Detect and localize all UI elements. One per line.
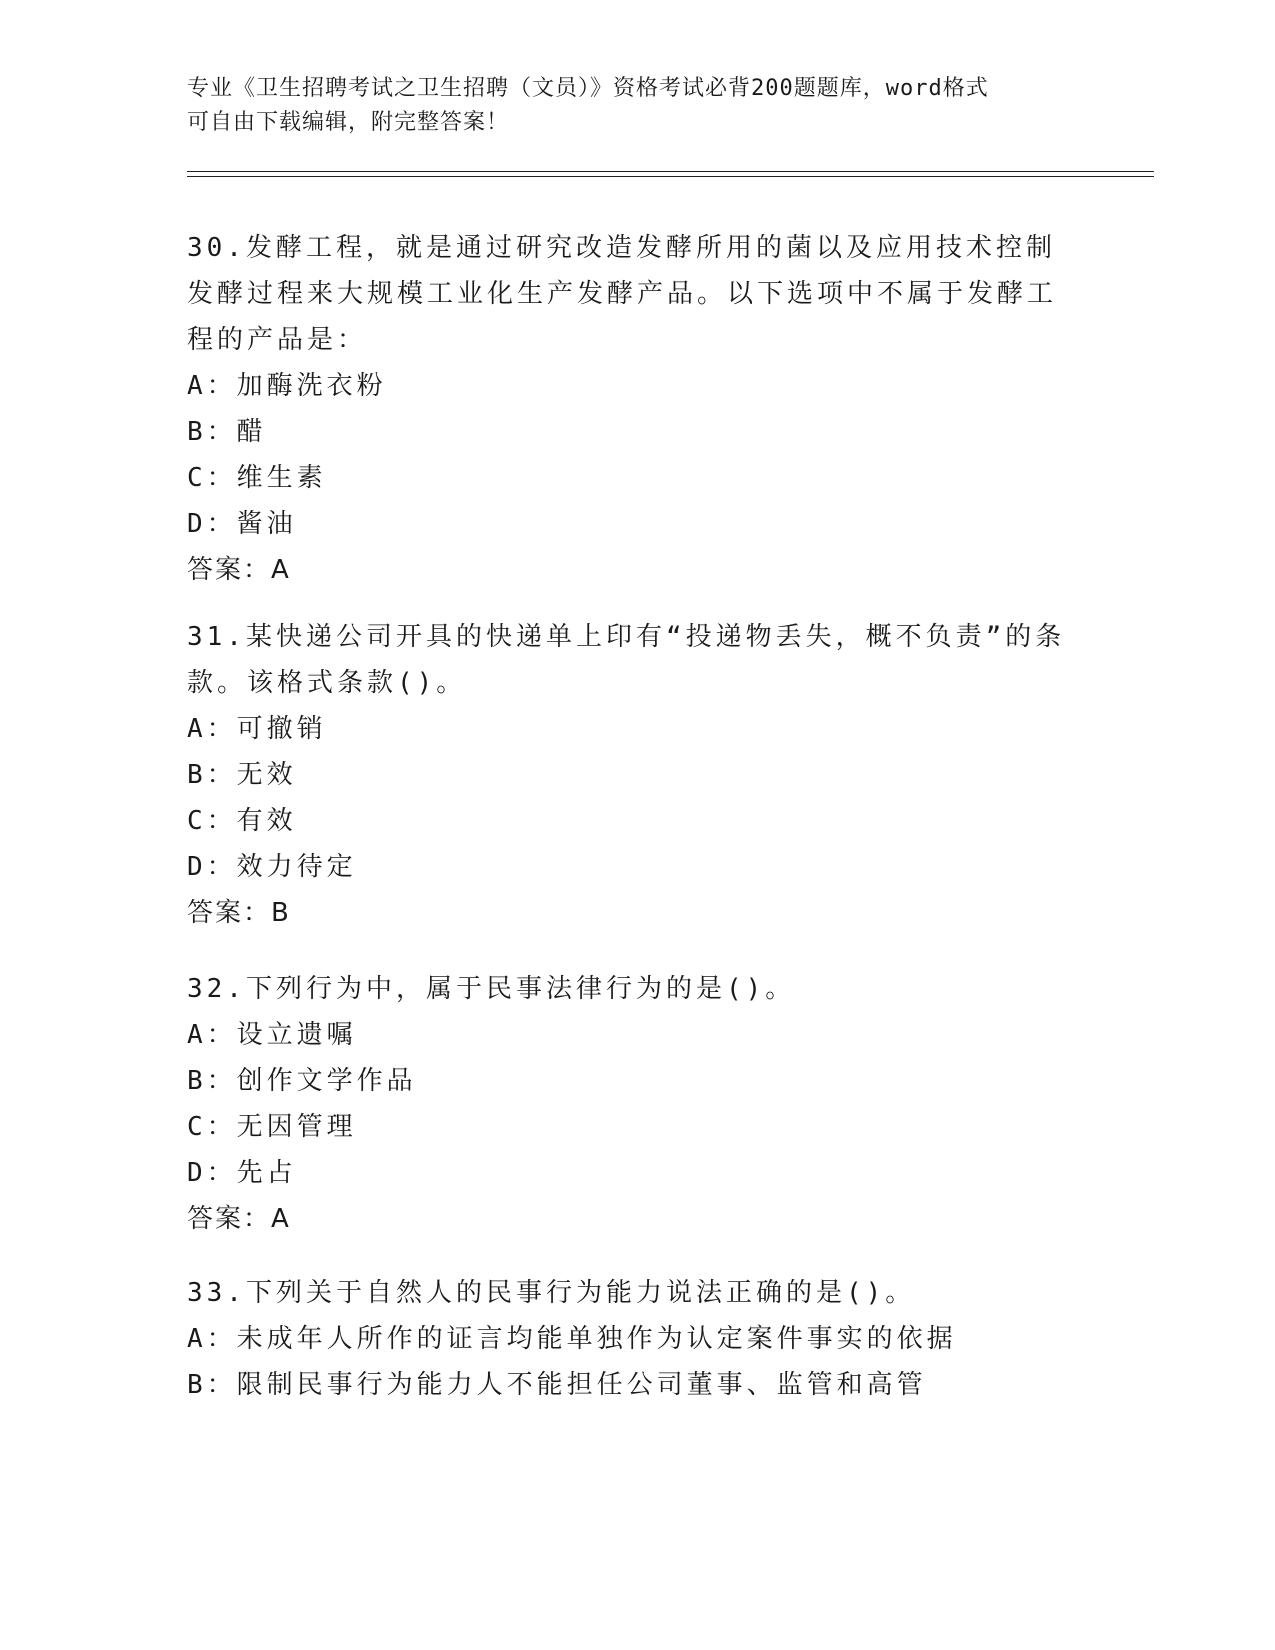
answer: 答案：A bbox=[187, 1204, 291, 1234]
option-a: A：加酶洗衣粉 bbox=[187, 371, 387, 401]
question-stem: 31.某快递公司开具的快递单上印有“投递物丢失，概不负责”的条款。该格式条款()。 bbox=[187, 622, 1066, 698]
option-d: D：先占 bbox=[187, 1158, 297, 1188]
option-b: B：创作文学作品 bbox=[187, 1066, 417, 1096]
option-c: C：无因管理 bbox=[187, 1112, 357, 1142]
option-b: B：无效 bbox=[187, 760, 297, 790]
option-c: C：维生素 bbox=[187, 463, 327, 493]
header-divider-bottom bbox=[187, 176, 1154, 177]
question-32 bbox=[187, 966, 1077, 1242]
option-d: D：效力待定 bbox=[187, 852, 357, 882]
option-b: B：限制民事行为能力人不能担任公司董事、监管和高管 bbox=[187, 1370, 927, 1400]
option-d: D：酱油 bbox=[187, 509, 297, 539]
answer: 答案：A bbox=[187, 555, 291, 585]
header-line-1: 专业《卫生招聘考试之卫生招聘（文员）》资格考试必背200题题库，word格式 bbox=[187, 76, 989, 101]
document-header bbox=[187, 72, 1067, 140]
header-line-2: 可自由下载编辑，附完整答案！ bbox=[187, 110, 510, 135]
option-c: C：有效 bbox=[187, 806, 297, 836]
answer: 答案：B bbox=[187, 898, 291, 928]
option-a: A：未成年人所作的证言均能单独作为认定案件事实的依据 bbox=[187, 1324, 957, 1354]
question-33 bbox=[187, 1270, 1077, 1408]
option-b: B：醋 bbox=[187, 417, 267, 447]
question-30 bbox=[187, 225, 1077, 593]
option-a: A：可撤销 bbox=[187, 714, 327, 744]
question-31 bbox=[187, 614, 1077, 936]
question-stem: 33.下列关于自然人的民事行为能力说法正确的是()。 bbox=[187, 1278, 916, 1308]
option-a: A：设立遗嘱 bbox=[187, 1020, 357, 1050]
question-stem: 32.下列行为中，属于民事法律行为的是()。 bbox=[187, 974, 796, 1004]
question-stem: 30.发酵工程，就是通过研究改造发酵所用的菌以及应用技术控制发酵过程来大规模工业化生产发酵产品。以下选项中不属于发酵工程的产品是： bbox=[187, 233, 1058, 355]
header-divider-top bbox=[187, 171, 1154, 172]
